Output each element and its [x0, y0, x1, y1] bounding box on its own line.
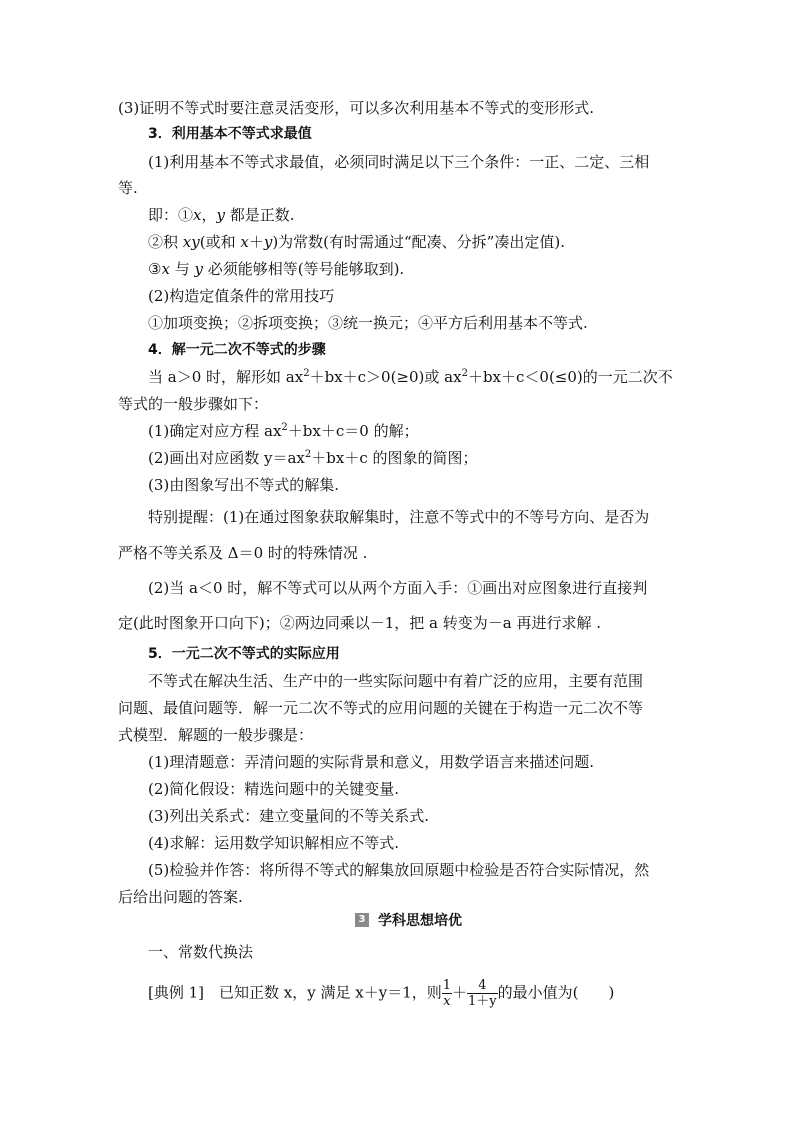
paragraph-3-1: (1)利用基本不等式求最值，必须同时满足以下三个条件：一正、二定、三相 [148, 153, 650, 171]
condition-2: ②积 xy(或和 x＋y)为常数(有时需通过“配凑、分拆”凑出定值). [148, 233, 565, 251]
paragraph-3-2: (2)构造定值条件的常用技巧 [148, 287, 335, 305]
step-4-3: (3)由图象写出不等式的解集. [148, 476, 340, 494]
step-5-5: (5)检验并作答：将所得不等式的解集放回原题中检验是否符合实际情况，然 [148, 861, 650, 879]
example-1: [典例 1] 已知正数 x，y 满足 x＋y＝1，则 $\frac{1}{x}$ ＋ $\frac{4}{1+y}$ 的最小值为( ) [148, 978, 615, 1009]
condition-1: 即：①x，y 都是正数. [148, 206, 295, 224]
paragraph-3-2-techniques: ①加项变换；②拆项变换；③统一换元；④平方后利用基本不等式. [148, 314, 588, 332]
tip-1: 特别提醒：(1)在通过图象获取解集时，注意不等式中的不等号方向、是否为 [148, 508, 650, 526]
step-5-1: (1)理清题意：弄清问题的实际背景和意义，用数学语言来描述问题. [148, 753, 595, 771]
paragraph-4-intro: 当 a＞0 时，解形如 $ax^2+bx+c>0(\ge 0)$或 $ax^2+bx+c<0(\le 0)$的一元二次不 [148, 368, 673, 386]
condition-3: ③x 与 y 必须能够相等(等号能够取到). [148, 260, 405, 278]
step-4-2: (2)画出对应函数 $y=ax^2+bx+c$ 的图象的简图； [148, 449, 478, 467]
section-title: 学科思想培优 [378, 913, 462, 929]
step-4-1: (1)确定对应方程 $ax^2+bx+c=0$ 的解； [148, 422, 419, 440]
method-heading: 一、常数代换法 [148, 943, 254, 961]
section-number-badge: 3 [355, 913, 369, 927]
fraction-1: $\frac{1}{x}$ [442, 978, 452, 1009]
paragraph-5-cont2: 式模型．解题的一般步骤是： [118, 726, 314, 744]
tip-1-cont: 严格不等关系及 Δ＝0 时的特殊情况 . [118, 544, 368, 562]
paragraph-4-intro-cont: 等式的一般步骤如下： [118, 395, 269, 413]
tip-2: (2)当 a＜0 时，解不等式可以从两个方面入手：①画出对应图象进行直接判 [148, 579, 648, 597]
fraction-2: $\frac{4}{1+y}$ [468, 978, 497, 1009]
paragraph-3-1-cont: 等. [118, 179, 138, 197]
step-5-5-cont: 后给出问题的答案. [118, 888, 243, 906]
tip-2-cont: 定(此时图象开口向下)；②两边同乘以－1，把 a 转变为－a 再进行求解 . [118, 614, 601, 632]
step-5-2: (2)简化假设：精选问题中的关键变量. [148, 780, 400, 798]
heading-3: 3．利用基本不等式求最值 [148, 126, 312, 142]
paragraph-5-cont: 问题、最值问题等．解一元二次不等式的应用问题的关键在于构造一元二次不等 [118, 699, 644, 717]
step-5-4: (4)求解：运用数学知识解相应不等式. [148, 834, 400, 852]
heading-5: 5．一元二次不等式的实际应用 [148, 646, 340, 662]
paragraph-5: 不等式在解决生活、生产中的一些实际问题中有着广泛的应用，主要有范围 [148, 672, 644, 690]
step-5-3: (3)列出关系式：建立变量间的不等关系式. [148, 807, 430, 825]
heading-4: 4．解一元二次不等式的步骤 [148, 342, 326, 358]
paragraph-3-3: (3)证明不等式时要注意灵活变形，可以多次利用基本不等式的变形形式. [118, 99, 595, 117]
